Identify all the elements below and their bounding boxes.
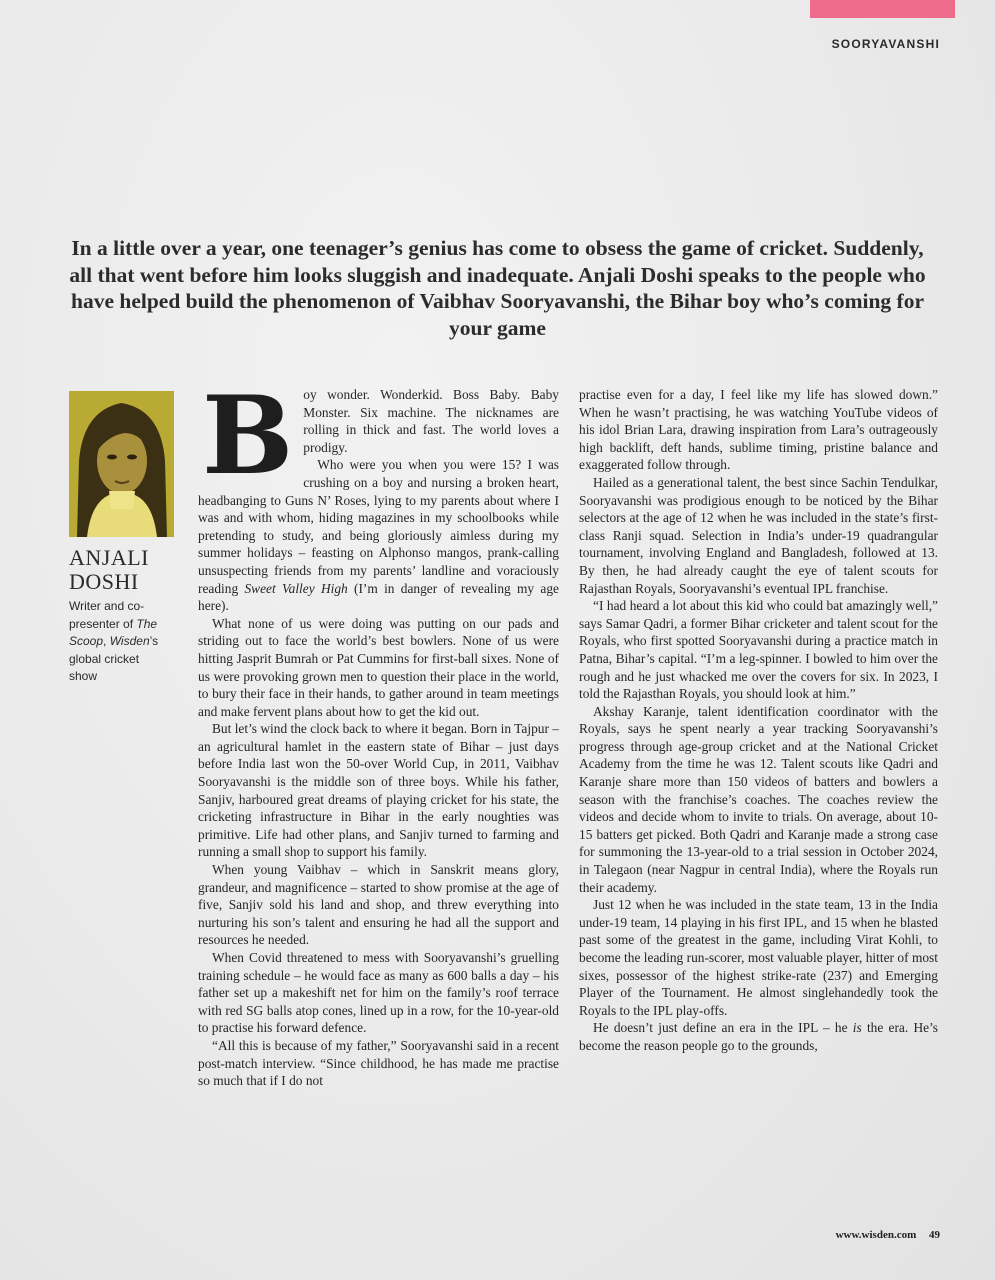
article-column-1 xyxy=(198,373,559,1090)
article-paragraph: Hailed as a generational talent, the best since Sachin Tendulkar, Sooryavanshi was prodigious enough to be noticed by the Bihar selectors at the age of 12 when he was included in the state’s first-class Ranji squad. Selection in India’s under-19 quadrangular tournament, involving England and Bangladesh, followed at 13. By then, he had already caught the eye of talent scouts for Rajasthan Royals, Sooryavanshi’s eventual IPL franchise. xyxy=(579,474,938,596)
author-photo xyxy=(69,391,174,537)
standfirst: In a little over a year, one teenager’s genius has come to obsess the game of cricket. Suddenly, all that went before him looks sluggish and inadequate. Anjali Doshi speaks to the people who have helped build the phenomenon of Vaibhav Sooryavanshi, the Bihar boy who’s coming for your game xyxy=(69,236,926,340)
emphasis: is xyxy=(852,1020,862,1036)
article-paragraph: Just 12 when he was included in the state team, 13 in the India under-19 team, 14 playing in his first IPL, and 15 when he blasted past some of the greatest in the game, including Virat Kohli, to become the leading run-scorer, most valuable player, hitter of most sixes, possessor of the highest strike-rate (237) and Emerging Player of the Tournament. He almost singlehandedly took the Royals to the IPL play-offs. xyxy=(579,897,938,1018)
article-column-2 xyxy=(579,386,938,1055)
section-label: SOORYAVANSHI xyxy=(831,37,940,51)
article-paragraph: practise even for a day, I feel like my life has slowed down.” When he wasn’t practising, he was watching YouTube videos of his idol Brian Lara, drawing inspiration from Lara’s outrageously high backlift, deft hands, sublime timing, pristine balance and exaggerated follow through. xyxy=(579,387,938,473)
drop-cap: B xyxy=(202,373,294,499)
article-paragraph: Akshay Karanje, talent identification coordinator with the Royals, says he spent nearly a year tracking Sooryavanshi’s progress through age-group cricket and at the National Cricket Academy from the time he was 12. Talent scouts like Qadri and Karanje share more than 150 videos of batters and bowlers a season with the franchise’s coaches. The coaches review the videos and decide whom to invite to trials. On average, about 10-15 batters get picked. Both Qadri and Karanje made a strong case for summoning the 13-year-old to a trial session in October 2024, in Talegaon (near Nagpur in central India), where the Royals run their academy. xyxy=(579,703,938,895)
article-paragraph: “I had heard a lot about this kid who could bat amazingly well,” says Samar Qadri, a former Bihar cricketer and talent scout for the Royals, who first spotted Sooryavanshi during a practice match in Patna, Bihar’s capital. “I’m a leg-spinner. I bowled to him over the rough and he just whacked me over the covers for six. In 2023, I told the Rajasthan Royals, you should look at him.” xyxy=(579,598,938,702)
book-title: Sweet Valley High xyxy=(244,580,348,596)
bio-brand: Wisden xyxy=(109,634,150,648)
article-paragraph: But let’s wind the clock back to where it began. Born in Tajpur – an agricultural hamlet in the eastern state of Bihar – just days before India last won the 50-over World Cup, in 2011, Vaibhav Sooryavanshi is the middle son of three boys. While his father, Sanjiv, harboured great dreams of playing cricket for his state, the cricketing infrastructure in Bihar in the early noughties was primitive. Life had other plans, and Sanjiv turned to farming and running a small shop to support his family. xyxy=(198,721,559,860)
paragraph-text: the era. He’s become the reason people go to the grounds, xyxy=(579,1020,938,1053)
paragraph-text: oy wonder. Wonderkid. Boss Baby. Baby Monster. Six machine. The nicknames are rolling in thick and fast. The world loves a prodigy. xyxy=(303,387,559,455)
bio-text-3: ’s global cricket show xyxy=(69,634,159,683)
article-paragraph xyxy=(198,373,559,499)
bio-show-title: The Scoop xyxy=(69,616,158,648)
author-name xyxy=(69,546,179,594)
bio-text-1: Writer and co-presenter of xyxy=(69,599,145,631)
article-paragraph: What none of us were doing was putting on our pads and striding out to face the world’s best bowlers. None of us were hitting Jasprit Bumrah or Pat Cummins for first-ball sixes. None of us were provoking grown men to question their place in the world, to bury their face in their hands, to gather around in team meetings and make fervent plans about how to get the kid out. xyxy=(198,615,559,719)
author-name-line1: ANJALI xyxy=(69,545,149,570)
bio-text-2: , xyxy=(103,634,110,648)
article-paragraph: When young Vaibhav – which in Sanskrit means glory, grandeur, and magnificence – started to show promise at the age of five, Sanjiv sold his land and shop, and threw everything into nurturing his son’s talent and ensuring he had all the support and resources he needed. xyxy=(198,862,559,948)
page-footer xyxy=(836,1229,940,1241)
article-paragraph: “All this is because of my father,” Sooryavanshi said in a recent post-match interview. “Since childhood, he has made me practise so much that if I do not xyxy=(198,1037,559,1089)
pink-accent-tab xyxy=(810,0,955,18)
paragraph-text: (I’m in danger of revealing my age here). xyxy=(198,580,559,614)
article-paragraph xyxy=(579,1019,938,1054)
article-paragraph: When Covid threatened to mess with Sooryavanshi’s gruelling training schedule – he would face as many as 600 balls a day – his father set up a makeshift net for him on the family’s roof terrace with red SG balls atop cones, lined up in a row, for the 10-year-old to practise his forward defence. xyxy=(198,950,559,1036)
paragraph-text: Who were you when you were 15? I was crushing on a boy and nursing a broken heart, headbanging to Guns N’ Roses, lying to my parents about where I was and with whom, hiding magazines in my schoolbooks while pretending to study, and being gloriously aimless during my summer holidays – feasting on Alphonso mangos, prank-calling unsuspecting friends from my parents’ landline and voraciously reading xyxy=(198,457,559,596)
page-number: 49 xyxy=(929,1229,940,1241)
author-name-line2: DOSHI xyxy=(69,569,139,594)
author-bio xyxy=(69,598,169,686)
paragraph-text: He doesn’t just define an era in the IPL – he xyxy=(593,1020,853,1036)
footer-url[interactable]: www.wisden.com xyxy=(835,1229,917,1241)
